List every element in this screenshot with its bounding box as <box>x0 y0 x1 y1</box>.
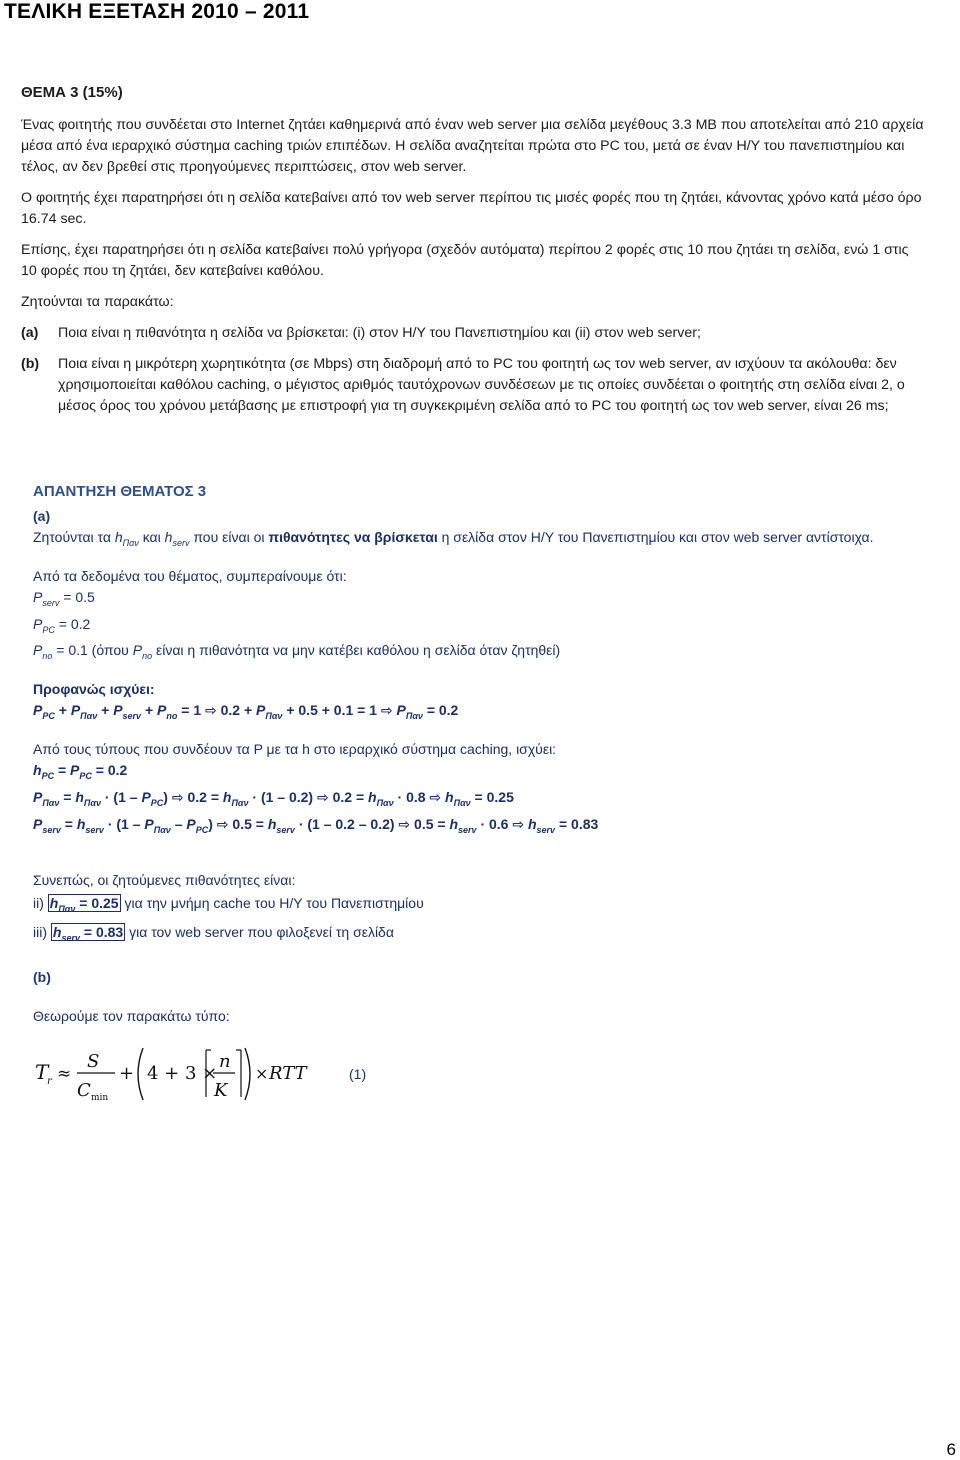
formula-T-sub: r <box>47 1076 52 1087</box>
answer-title: ΑΠΑΝΤΗΣΗ ΘΕΜΑΤΟΣ 3 <box>33 483 207 500</box>
question-item-b <box>21 354 926 417</box>
conclusion-intro: Συνεπώς, οι ζητούμενες πιθανότητες είναι: <box>33 872 296 889</box>
formula-approx: ≈ <box>57 1064 72 1084</box>
formula-C: C <box>77 1080 91 1101</box>
formula-number: (1) <box>349 1066 367 1082</box>
obvious-label: Προφανώς ισχύει: <box>33 681 155 698</box>
question-paragraph-3: Επίσης, έχει παρατηρήσει ότι η σελίδα κατεβαίνει πολύ γρήγορα (σχεδόν αυτόματα) περίπου 2 φορές στις 10 που ζητάει τη σελίδα, ενώ 1 στις 10 φορές που τη ζητάει, δεν κατεβαίνει καθόλου. <box>21 242 909 279</box>
formula-S: S <box>87 1051 100 1072</box>
formula-plus: + <box>119 1063 135 1084</box>
sum-equation: $P_{PC} + P_{\Pi\alpha\nu} + P_{serv} + P_{no} = 1$ ⇨ $0.2 + P_{\Pi\alpha\nu} + 0.5 + 0.1 = 1$ ⇨ $P_{\Pi\alpha\nu} = 0.2$ <box>33 702 459 721</box>
item-b-label: (b) <box>21 356 40 372</box>
formula-times: × <box>255 1064 269 1083</box>
answer-b-label: (b) <box>33 968 51 985</box>
question-paragraph-2: Ο φοιτητής έχει παρατηρήσει ότι η σελίδα κατεβαίνει από τον web server περίπου τις μισές φορές που τη ζητάει, κάνοντας χρόνο κατά μέσο όρο 16.74 sec. <box>21 190 922 227</box>
answer-block <box>33 481 938 1027</box>
given-p-pc: $P_{PC} = 0.2$ <box>33 615 91 635</box>
formula-T: T <box>35 1060 49 1084</box>
h-pc-equation: $h_{PC} = P_{PC} = 0.2$ <box>33 761 128 781</box>
answer-b-intro: Θεωρούμε τον παρακάτω τύπο: <box>33 1007 230 1024</box>
item-b-text: Ποια είναι η μικρότερη χωρητικότητα (σε Mbps) στη διαδρομή από το PC του φοιτητή ως τον web server, αν ισχύουν τα ακόλουθα: δεν χρησιμοποιείται καθόλου caching, ο μέγιστος αριθμός ταυτόχρονων συνδέσεων με τις οποίες συνδέεται ο φοιτητής στη σελίδα είναι 2, ο μέσος όρος του χρόνου μετάβασης με επιστροφή για τη συγκεκριμένη σελίδα από το PC του φοιτητή ως τον web server, είναι 26 ms; <box>58 356 905 414</box>
h-serv-equation: $P_{serv} = h_{serv} \cdot (1 - P_{\Pi\alpha\nu} - P_{PC})$ ⇨ $0.5 = h_{serv} \cdot (1 - 0.2 - 0.2)$ ⇨ $0.5 = h_{serv} \cdot 0.6$ ⇨ $h_{serv} = 0.83$ <box>33 815 599 835</box>
formula-4p3: 4 + 3 × <box>147 1063 218 1084</box>
item-a-label: (a) <box>21 325 39 341</box>
page-header: ΤΕΛΙΚΗ ΕΞΕΤΑΣΗ 2010 – 2011 <box>4 0 310 23</box>
question-block <box>21 82 926 417</box>
h-pan-equation: $P_{\Pi\alpha\nu} = h_{\Pi\alpha\nu} \cdot (1 - P_{PC})$ ⇨ $0.2 = h_{\Pi\alpha\nu} \cdot (1 - 0.2)$ ⇨ $0.2 = h_{\Pi\alpha\nu} \cdot 0.8$ ⇨ $h_{\Pi\alpha\nu} = 0.25$ <box>33 788 514 808</box>
formula-K: K <box>214 1080 228 1101</box>
page-number: 6 <box>946 1440 956 1459</box>
given-intro: Από τα δεδομένα του θέματος, συμπεραίνουμε ότι: <box>33 567 347 584</box>
conclusion-ii: ii) $h_{\Pi\alpha\nu} = 0.25$ για την μνήμη cache του Η/Υ του Πανεπιστημίου <box>33 895 424 915</box>
rtt-formula <box>33 1042 393 1106</box>
formula-left-paren <box>138 1048 143 1100</box>
question-item-a <box>21 323 926 344</box>
question-paragraph-1: Ένας φοιτητής που συνδέεται στο Internet ζητάει καθημερινά από έναν web server μια σελίδα μεγέθους 3.3 MB που αποτελείται από 210 αρχεία μέσα από ένα ιεραρχικό σύστημα caching τριών επιπέδων. Η σελίδα αναζητείται πρώτα στο PC του, μετά σε έναν Η/Υ του πανεπιστημίου και τέλος, αν δεν βρεθεί στις προηγούμενες περιπτώσεις, στον web server. <box>21 117 924 175</box>
formula-right-paren <box>245 1048 250 1100</box>
conclusion-iii: iii) $h_{serv} = 0.83$ για τον web server που φιλοξενεί τη σελίδα <box>33 924 394 943</box>
given-p-no: $P_{no} = 0.1$ (όπου $P_{no}$ είναι η πιθανότητα να μην κατέβει καθόλου η σελίδα όταν ζητηθεί) <box>33 642 561 662</box>
question-paragraph-4: Ζητούνται τα παρακάτω: <box>21 294 174 310</box>
formula-RTT: RTT <box>269 1063 307 1084</box>
formula-C-sub: min <box>91 1093 109 1103</box>
question-title: ΘΕΜΑ 3 (15%) <box>21 84 123 101</box>
given-p-serv: $P_{serv} = 0.5$ <box>33 588 95 608</box>
formulas-intro: Από τους τύπους που συνδέουν τα P με τα h στο ιεραρχικό σύστημα caching, ισχύει: <box>33 740 557 757</box>
answer-intro: Ζητούνται τα $h_{\Pi\alpha\nu}$ και $h_{serv}$ που είναι οι πιθανότητες να βρίσκεται η σελίδα στον Η/Υ του Πανεπιστημίου και στον web server αντίστοιχα. <box>33 529 874 548</box>
formula-n: n <box>219 1051 231 1072</box>
item-a-text: Ποια είναι η πιθανότητα η σελίδα να βρίσκεται: (i) στον Η/Υ του Πανεπιστημίου και (ii) στον web server; <box>58 325 701 341</box>
answer-a-label: (a) <box>33 508 51 524</box>
